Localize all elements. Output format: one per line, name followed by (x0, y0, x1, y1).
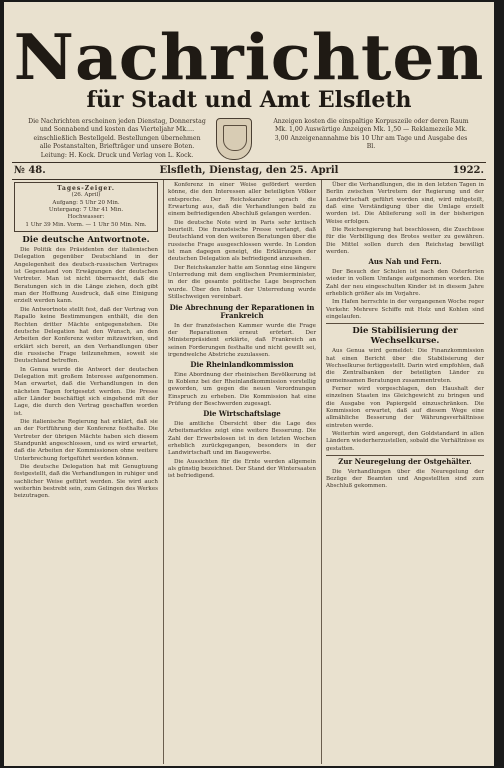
article-headline: Aus Nah und Fern. (368, 257, 442, 267)
divider (12, 179, 486, 180)
article-paragraph: Weiterhin wird angeregt, den Goldstandard in allen Ländern wiederherzustellen, sobald die Verhältnisse es gestatten. (326, 431, 484, 452)
article-paragraph: Die Reichsregierung hat beschlossen, die Zuschüsse für die Verbilligung des Brotes weiter zu gewähren. Die Mittel sollen durch den Reichstag bewilligt werden. (326, 227, 484, 256)
article-paragraph: Die Verhandlungen über die Neuregelung der Bezüge der Beamten und Angestellten sind zum Abschluß gekommen. (326, 468, 484, 490)
article-paragraph: Im Hafen herrschte in der vergangenen Woche reger Verkehr. Mehrere Schiffe mit Holz und Kohlen sind eingelaufen. (326, 299, 484, 320)
article-headline: Die Wirtschaftslage (203, 409, 281, 419)
issue-number: № 48. (14, 165, 46, 176)
column-2 (168, 182, 316, 482)
article-paragraph: Konferenz in einer Weise gefördert werden könne, die den Interessen aller beteiligten Völker entspreche. Der Reichskanzler sprach die Erwartung aus, daß die Verhandlungen bald zu einem befriedigenden Abschluß gelangen werden. (168, 182, 316, 218)
article-paragraph: In der französischen Kammer wurde die Frage der Reparationen erneut erörtert. Der Ministerpräsident erklärte, daß Frankreich an seinen Forderungen festhalte und nicht gewillt sei, irgendwelche Abstriche zuzulassen. (168, 322, 316, 358)
article-headline: Zur Neuregelung der Ostgehälter. (338, 457, 472, 467)
box-title: Tages-Zeiger. (57, 185, 115, 192)
article-paragraph: Aus Genua wird gemeldet: Die Finanzkommission hat einen Bericht über die Stabilisierung der Wechselkurse fertiggestellt. Darin wird empfohlen, daß die Zentralbanken der beteiligten Länder zu gemeinsamen Beratungen zusammentreten. (326, 348, 484, 384)
article-paragraph: In Genua wurde die Antwort der deutschen Delegation mit großem Interesse aufgenommen. Man erwartet, daß die Verhandlungen in den nächsten Tagen fortgesetzt werden. Die Presse aller Länder beschäftigt sich eingehend mit der Lage, die durch den Vertrag geschaffen worden ist. (14, 366, 158, 417)
box-line: (26. April) (71, 192, 101, 199)
issue-year: 1922. (452, 165, 484, 176)
article-paragraph: Die italienische Regierung hat erklärt, daß sie an der Fortführung der Konferenz festhalte. Die Vertreter der übrigen Mächte haben sich diesem Standpunkt angeschlossen, und es wird erwartet, daß die Arbeiten der Kommissionen ohne weitere Unterbrechung fortgeführt werden können. (14, 418, 158, 462)
newspaper-subtitle: für Stadt und Amt Elsfleth (86, 87, 412, 113)
article-paragraph: Die Aussichten für die Ernte werden allgemein als günstig bezeichnet. Der Stand der Wintersaaten ist befriedigend. (168, 458, 316, 480)
box-line: Untergang: 7 Uhr 41 Min. (48, 207, 124, 214)
article-paragraph: Die deutsche Delegation hat mit Genugtuung festgestellt, daß die Verhandlungen in ruhiger und sachlicher Weise geführt werden. Sie wird auch weiterhin bestrebt sein, zum Gelingen des Werkes beizutragen. (14, 464, 158, 500)
divider (326, 323, 484, 324)
divider (12, 162, 486, 163)
advertising-info: Anzeigen kosten die einspaltige Korpuszeile oder deren Raum Mk. 1,00 Auswärtige Anzeigen Mk. 1,50 — Reklamezeile Mk. 3,00 Anzeigenannahme bis 10 Uhr am Tage und Ausgabe des Bl. (273, 118, 469, 151)
article-headline: Die Rheinlandkommission (190, 360, 294, 370)
article-paragraph: Die Antwortnote stellt fest, daß der Vertrag von Rapallo keine Bestimmungen enthält, die den Rechten dritter Mächte entgegenstehen. Die deutsche Delegation hat den Wunsch, an den Arbeiten der Konferenz weiter mitzuwirken, und erklärt sich bereit, an den Verhandlungen über die russische Frage teilzunehmen, soweit sie Deutschland betreffen. (14, 306, 158, 365)
column-1 (14, 182, 158, 502)
dateline (14, 165, 484, 179)
article-paragraph: Die amtliche Übersicht über die Lage des Arbeitsmarktes zeigt eine weitere Besserung. Die Zahl der Erwerbslosen ist in den letzten Wochen erheblich zurückgegangen, besonders in der Landwirtschaft und im Baugewerbe. (168, 420, 316, 457)
newspaper-title: Nachrichten (13, 19, 485, 95)
article-paragraph: Eine Abordnung der rheinischen Bevölkerung ist in Koblenz bei der Rheinlandkommission vorstellig geworden, um gegen die neuen Verordnungen Einspruch zu erheben. Die Kommission hat eine Prüfung der Beschwerden zugesagt. (168, 371, 316, 408)
issue-date: Elsfleth, Dienstag, den 25. April (159, 165, 339, 176)
article-paragraph: Ferner wird vorgeschlagen, den Haushalt der einzelnen Staaten ins Gleichgewicht zu bringen und die Ausgabe von Papiergeld einzuschränken. Die Kommission erwartet, daß auf diesem Wege eine allmähliche Besserung der Währungsverhältnisse eintreten werde. (326, 386, 484, 429)
divider (326, 455, 484, 456)
newspaper-page (4, 2, 494, 766)
article-paragraph: Der Besuch der Schulen ist nach den Osterferien wieder in vollem Umfange aufgenommen worden. Die Zahl der neu eingeschulten Kinder ist in diesem Jahre erheblich größer als im Vorjahre. (326, 268, 484, 297)
box-line: Hochwasser: (67, 214, 105, 221)
column-divider (321, 180, 322, 764)
article-headline: Die deutsche Antwortnote. (22, 235, 150, 246)
article-paragraph: Der Reichskanzler hatte am Sonntag eine längere Unterredung mit dem englischen Premierminister, in der die gesamte politische Lage besprochen wurde. Über den Inhalt der Unterredung wurde Stillschweigen vereinbart. (168, 264, 316, 301)
article-paragraph: Die Politik des Präsidenten der italienischen Delegation gegenüber Deutschland in der Angelegenheit des deutsch-russischen Vertrages ist Gegenstand von Erwägungen der deutschen Vertreter. Man ist nicht überrascht, daß die Beratungen sich in die Länge ziehen, doch gibt man der Hoffnung Ausdruck, daß eine Einigung erzielt werden kann. (14, 247, 158, 305)
coat-of-arms-icon (216, 118, 252, 160)
masthead (4, 2, 494, 120)
article-headline: Die Abrechnung der Reparationen in Frankreich (169, 302, 315, 320)
subscription-info: Die Nachrichten erscheinen jeden Dienstag, Donnerstag und Sonnabend und kosten das Vierteljahr Mk.… einschließlich Bestellgeld. Bestellungen übernehmen alle Postanstalten, Briefträger und unsere Boten. Leitung: H. Kock. Druck und Verlag von L. Kock. (28, 118, 206, 159)
article-headline: Die Stabilisierung der Wechselkurse. (352, 326, 458, 347)
box-line: Aufgang: 5 Uhr 20 Min. (52, 199, 120, 206)
tages-zeiger-box (14, 182, 158, 232)
article-paragraph: Über die Verhandlungen, die in den letzten Tagen in Berlin zwischen Vertretern der Regierung und der Landwirtschaft geführt worden sind, wird mitgeteilt, daß eine Verständigung über die Umlage erzielt worden ist. Die Ablieferung soll in der bisherigen Weise erfolgen. (326, 182, 484, 225)
column-divider (163, 180, 164, 764)
box-line: 1 Uhr 39 Min. Vorm. — 1 Uhr 50 Min. Nm. (25, 221, 147, 228)
column-3 (326, 182, 484, 492)
article-paragraph: Die deutsche Note wird in Paris sehr kritisch beurteilt. Die französische Presse verlangt, daß Deutschland von den weiteren Beratungen über die russische Frage ausgeschlossen werde. In London ist man dagegen geneigt, die Erklärungen der deutschen Delegation als befriedigend anzusehen. (168, 219, 316, 263)
